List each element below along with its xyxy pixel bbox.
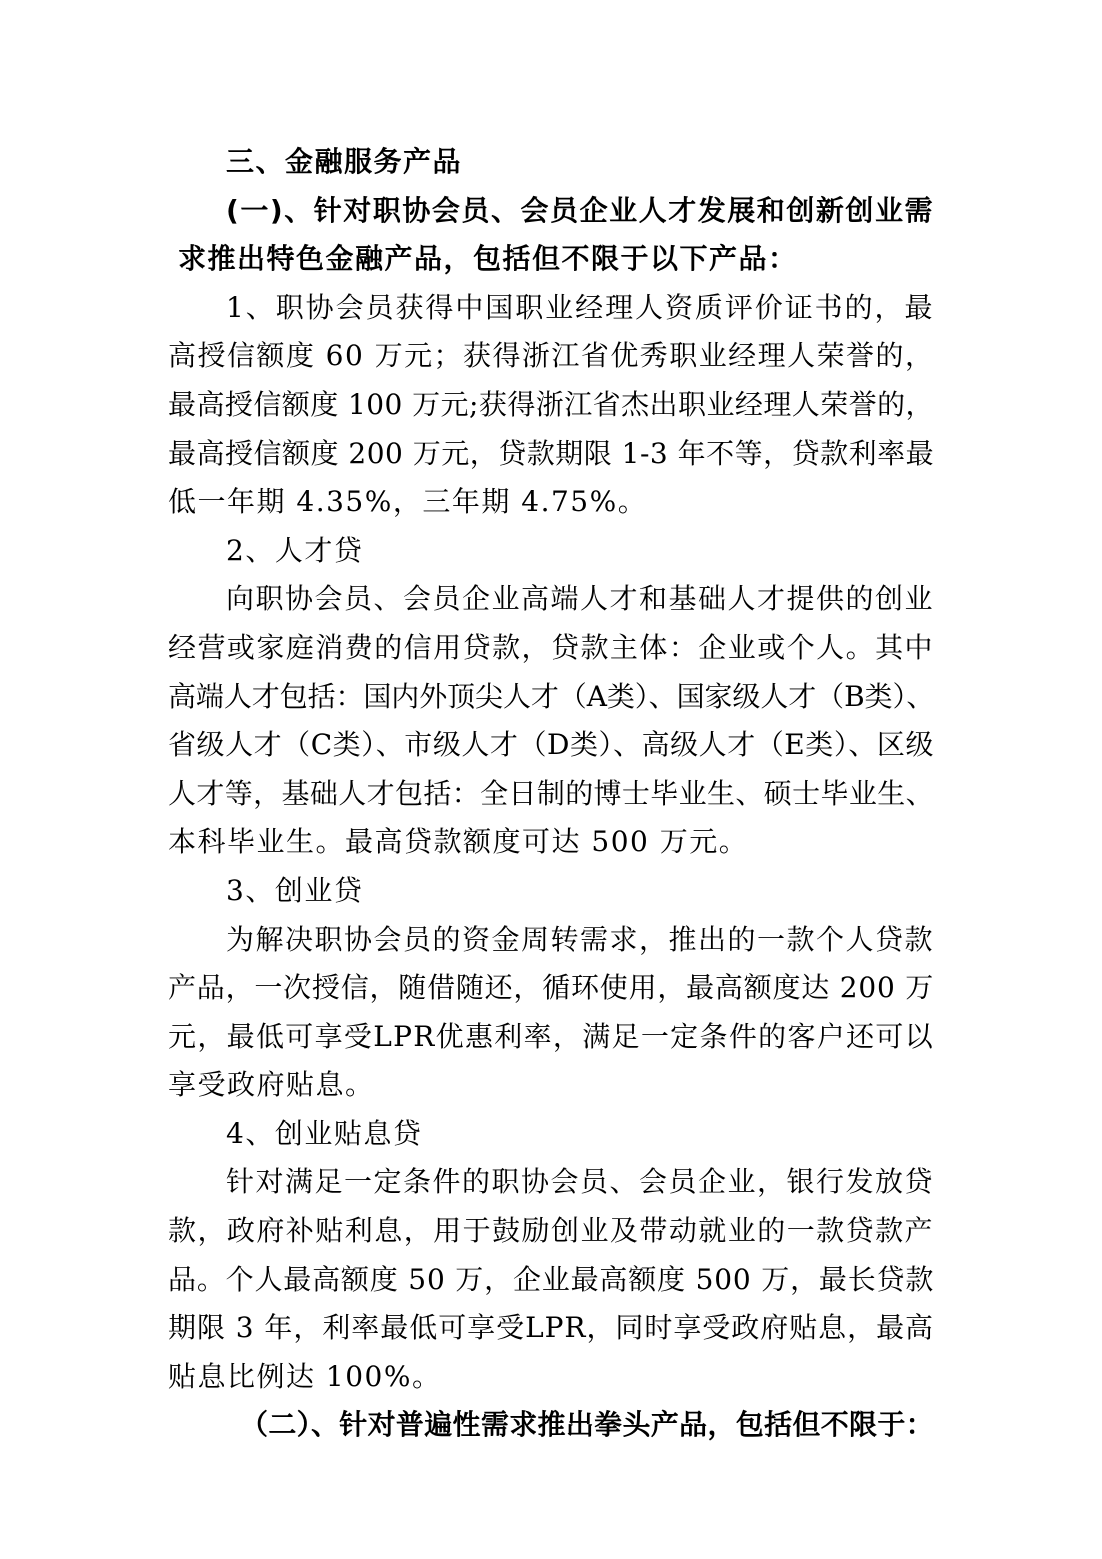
item1-line2: 高授信额度 60 万元；获得浙江省优秀职业经理人荣誉的， xyxy=(168,339,935,373)
item3-line2: 产品，一次授信，随借随还，循环使用，最高额度达 200 万 xyxy=(168,971,934,1005)
item2-line1: 向职协会员、会员企业高端人才和基础人才提供的创业 xyxy=(226,582,935,616)
section-heading: 三、金融服务产品 xyxy=(226,145,463,178)
item4-line2: 款，政府补贴利息，用于鼓励创业及带动就业的一款贷款产 xyxy=(168,1214,935,1248)
item1-line4: 最高授信额度 200 万元，贷款期限 1-3 年不等，贷款利率最 xyxy=(168,436,935,470)
item2-line4: 省级人才（C类）、市级人才（D类）、高级人才（E类）、区级 xyxy=(168,728,934,762)
subsection2-heading: （二）、针对普遍性需求推出拳头产品，包括但不限于： xyxy=(240,1408,934,1442)
item2-line5: 人才等，基础人才包括：全日制的博士毕业生、硕士毕业生、 xyxy=(168,776,934,810)
item1-paragraph xyxy=(168,284,934,527)
item2-line3: 高端人才包括：国内外顶尖人才（A类）、国家级人才（B类）、 xyxy=(168,679,935,713)
item2-title: 2、人才贷 xyxy=(226,533,364,567)
item2-line2: 经营或家庭消费的信用贷款，贷款主体：企业或个人。其中 xyxy=(168,630,935,664)
item4-line5: 贴息比例达 100%。 xyxy=(168,1359,442,1393)
subsection1-heading-line1: (一)、针对职协会员、会员企业人才发展和创新创业需 xyxy=(226,193,934,227)
item1-line1: 1、职协会员获得中国职业经理人资质评价证书的，最 xyxy=(226,290,934,324)
item3-paragraph xyxy=(168,916,934,1110)
item4-paragraph xyxy=(168,1158,934,1401)
item1-line5: 低一年期 4.35%，三年期 4.75%。 xyxy=(168,485,648,519)
item4-line4: 期限 3 年，利率最低可享受LPR，同时享受政府贴息，最高 xyxy=(168,1311,934,1345)
item2-paragraph xyxy=(168,575,934,867)
document-page xyxy=(168,138,934,1450)
item4-line1: 针对满足一定条件的职协会员、会员企业，银行发放贷 xyxy=(226,1165,935,1199)
item3-line1: 为解决职协会员的资金周转需求，推出的一款个人贷款 xyxy=(226,922,935,956)
item3-line3: 元，最低可享受LPR优惠利率，满足一定条件的客户还可以 xyxy=(168,1019,935,1053)
item4-line3: 品。个人最高额度 50 万，企业最高额度 500 万，最长贷款 xyxy=(168,1262,935,1296)
item2-line6: 本科毕业生。最高贷款额度可达 500 万元。 xyxy=(168,825,749,859)
item3-line4: 享受政府贴息。 xyxy=(168,1068,375,1102)
subsection1-heading-line2: 求推出特色金融产品，包括但不限于以下产品： xyxy=(178,242,798,276)
item3-title: 3、创业贷 xyxy=(226,873,364,907)
item4-title: 4、创业贴息贷 xyxy=(226,1116,423,1150)
item1-line3: 最高授信额度 100 万元;获得浙江省杰出职业经理人荣誉的， xyxy=(168,387,934,421)
